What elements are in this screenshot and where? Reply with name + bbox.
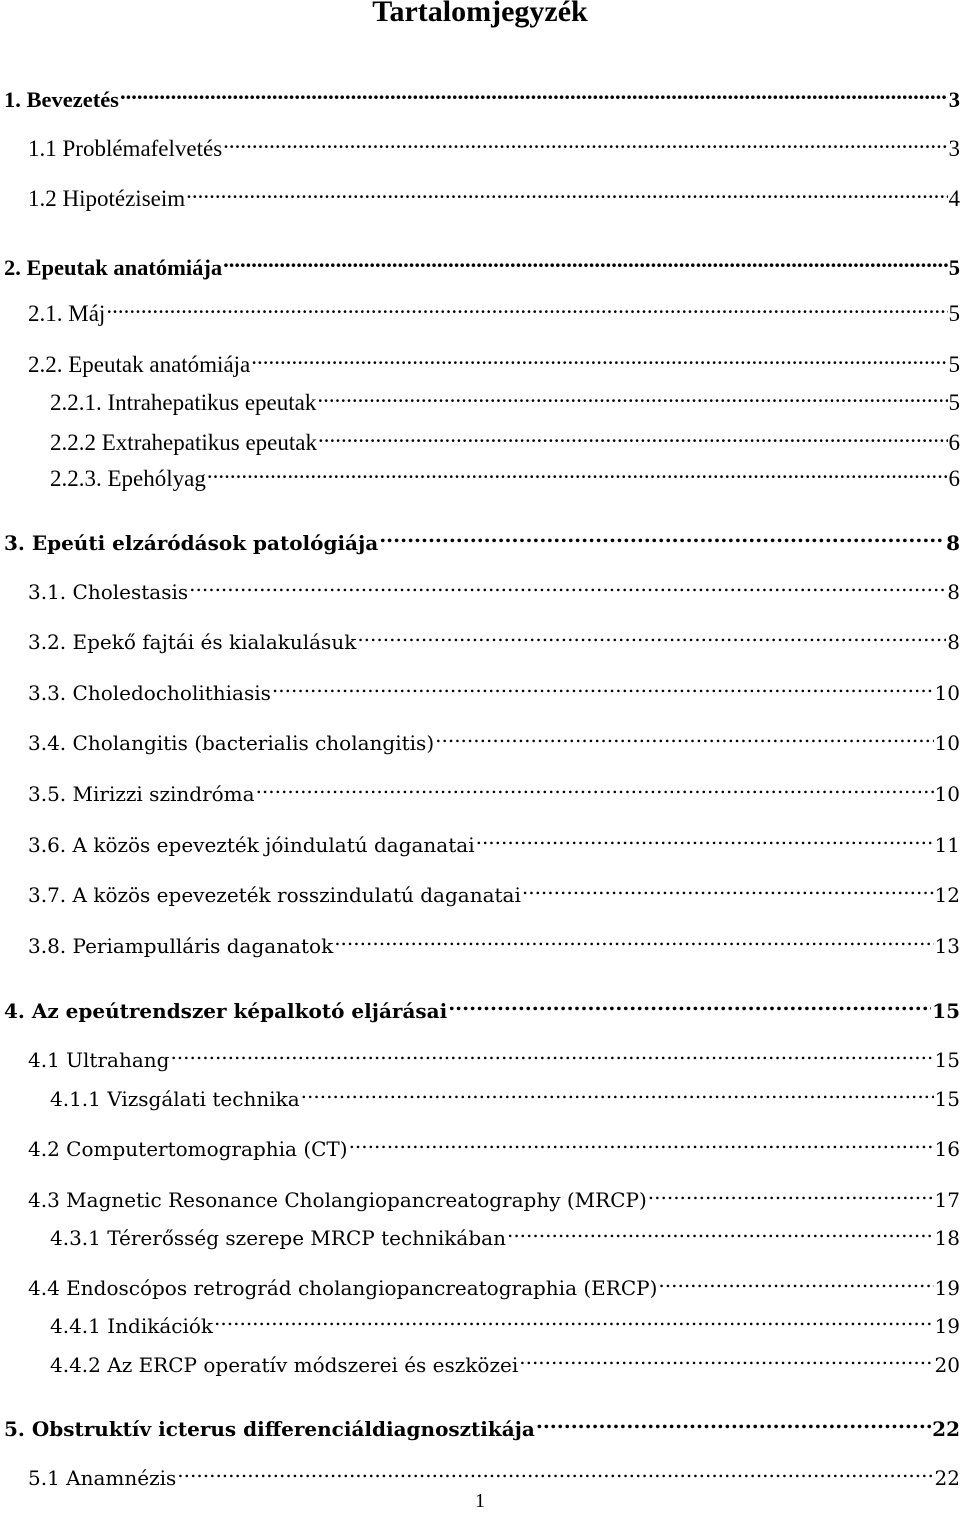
toc-entry-page: 11 (934, 833, 960, 857)
toc-entry-page: 12 (934, 883, 960, 907)
toc-entry-page: 18 (934, 1226, 960, 1250)
toc-entry-page: 5 (948, 255, 960, 280)
toc-entry[interactable] (28, 1037, 960, 1072)
toc-entry-label: 5.1 Anamnézis (28, 1466, 177, 1490)
toc-entry-page: 10 (934, 731, 960, 755)
toc-entry[interactable] (50, 456, 960, 491)
toc-entry[interactable] (28, 872, 960, 907)
toc-entry-page: 19 (934, 1276, 960, 1300)
dot-leader (379, 520, 945, 550)
toc-entry[interactable] (28, 569, 960, 604)
toc-entry-label: 3.4. Cholangitis (bacterialis cholangitis) (28, 731, 435, 755)
toc-entry-page: 4 (948, 186, 960, 211)
toc-entry-label: 1.2 Hipotéziseim (28, 186, 186, 211)
toc-entry[interactable] (28, 771, 960, 806)
toc-entry-label: 4. Az epeútrendszer képalkotó eljárásai (4, 999, 448, 1023)
dot-leader (507, 1215, 934, 1245)
toc-entry-label: 5. Obstruktív icterus differenciáldiagnosztikája (4, 1417, 535, 1441)
toc-entry[interactable] (4, 77, 960, 112)
toc-entry-page: 6 (948, 430, 960, 455)
toc-entry-page: 19 (934, 1314, 960, 1338)
dot-leader (106, 291, 947, 321)
toc-entry-label: 1.1 Problémafelvetés (28, 136, 223, 161)
dot-leader (301, 1076, 934, 1106)
dot-leader (177, 1455, 933, 1485)
dot-leader (120, 77, 948, 107)
toc-entry-page: 15 (934, 1087, 960, 1111)
toc-entry-label: 2.2.2 Extrahepatikus epeutak (50, 430, 317, 455)
dot-leader (519, 1342, 933, 1372)
toc-entry-label: 4.4 Endoscópos retrográd cholangiopancreatographia (ERCP) (28, 1276, 658, 1300)
toc-entry-page: 8 (947, 580, 960, 604)
dot-leader (357, 619, 946, 649)
toc-entry-label: 3.8. Periampulláris daganatok (28, 934, 334, 958)
toc-entry[interactable] (50, 1342, 960, 1377)
toc-entry-label: 2.2.1. Intrahepatikus epeutak (50, 390, 317, 415)
toc-entry[interactable] (4, 1406, 960, 1441)
page-number: 1 (475, 1490, 485, 1512)
toc-entry[interactable] (50, 1215, 960, 1250)
toc-entry-label: 4.4.2 Az ERCP operatív módszerei és eszközei (50, 1353, 519, 1377)
toc-entry-label: 2.1. Máj (28, 301, 106, 326)
dot-leader (223, 245, 948, 275)
toc-entry-label: 4.1 Ultrahang (28, 1048, 170, 1072)
dot-leader (349, 1126, 934, 1156)
toc-entry-page: 20 (934, 1353, 960, 1377)
dot-leader (189, 569, 946, 599)
toc-entry-page: 5 (948, 352, 960, 377)
toc-entry-page: 3 (948, 136, 960, 161)
dot-leader (214, 1303, 934, 1333)
toc-entry-label: 3. Epeúti elzáródások patológiája (4, 531, 379, 555)
toc-entry-page: 5 (948, 301, 960, 326)
toc-entry-page: 15 (932, 999, 960, 1023)
toc-entry[interactable] (28, 176, 960, 211)
toc-entry[interactable] (28, 1177, 960, 1212)
toc-entry[interactable] (50, 380, 960, 415)
toc-entry[interactable] (28, 126, 960, 161)
toc-entry-page: 22 (932, 1417, 960, 1441)
toc-entry-label: 1. Bevezetés (4, 87, 119, 112)
toc-entry[interactable] (4, 245, 960, 280)
toc-entry-page: 5 (948, 390, 960, 415)
toc-entry-page: 15 (934, 1048, 960, 1072)
toc-entry[interactable] (28, 670, 960, 705)
toc-entry-label: 4.1.1 Vizsgálati technika (50, 1087, 300, 1111)
dot-leader (256, 771, 934, 801)
dot-leader (476, 822, 934, 852)
dot-leader (207, 456, 948, 486)
dot-leader (272, 670, 934, 700)
toc-entry-label: 3.7. A közös epevezeték rosszindulatú daganatai (28, 883, 521, 907)
toc-entry-label: 3.2. Epekő fajtái és kialakulásuk (28, 630, 357, 654)
toc-entry-label: 2.2.3. Epehólyag (50, 466, 206, 491)
dot-leader (536, 1406, 931, 1436)
dot-leader (318, 420, 948, 450)
toc-entry-page: 3 (948, 87, 960, 112)
dot-leader (435, 720, 933, 750)
dot-leader (251, 342, 947, 372)
toc-entry-page: 17 (934, 1188, 960, 1212)
toc-entry-page: 22 (934, 1466, 960, 1490)
toc-entry-label: 2. Epeutak anatómiája (4, 255, 223, 280)
toc-entry[interactable] (28, 1455, 960, 1490)
toc-entry[interactable] (28, 822, 960, 857)
toc-entry[interactable] (28, 923, 960, 958)
toc-entry-page: 10 (934, 782, 960, 806)
dot-leader (658, 1265, 933, 1295)
toc-entry[interactable] (4, 520, 960, 555)
dot-leader (522, 872, 934, 902)
toc-entry-label: 2.2. Epeutak anatómiája (28, 352, 251, 377)
toc-entry-label: 3.3. Choledocholithiasis (28, 681, 271, 705)
toc-entry-page: 13 (934, 934, 960, 958)
dot-leader (186, 176, 947, 206)
toc-entry[interactable] (50, 420, 960, 455)
toc-entry-page: 16 (934, 1137, 960, 1161)
toc-entry-page: 10 (934, 681, 960, 705)
toc-entry[interactable] (28, 619, 960, 654)
toc-entry-label: 4.2 Computertomographia (CT) (28, 1137, 348, 1161)
dot-leader (648, 1177, 934, 1207)
toc-entry-label: 3.6. A közös epevezték jóindulatú daganatai (28, 833, 475, 857)
toc-entry-label: 3.1. Cholestasis (28, 580, 189, 604)
toc-entry[interactable] (50, 1303, 960, 1338)
toc-entry[interactable] (4, 988, 960, 1023)
toc-entry[interactable] (28, 291, 960, 326)
toc-entry-page: 8 (946, 531, 960, 555)
toc-entry[interactable] (50, 1076, 960, 1111)
toc-entry[interactable] (28, 720, 960, 755)
toc-entry-page: 6 (948, 466, 960, 491)
dot-leader (170, 1037, 933, 1067)
dot-leader (317, 380, 947, 410)
toc-entry-label: 4.3 Magnetic Resonance Cholangiopancreatography (MRCP) (28, 1188, 647, 1212)
toc-entry-label: 4.4.1 Indikációk (50, 1314, 214, 1338)
toc-entry[interactable] (28, 342, 960, 377)
toc-title: Tartalomjegyzék (372, 0, 588, 28)
toc-entry[interactable] (28, 1265, 960, 1300)
dot-leader (334, 923, 933, 953)
dot-leader (448, 988, 931, 1018)
toc-entry-page: 8 (947, 630, 960, 654)
dot-leader (223, 126, 947, 156)
toc-entry[interactable] (28, 1126, 960, 1161)
toc-entry-label: 4.3.1 Térerősség szerepe MRCP technikában (50, 1226, 506, 1250)
toc-entry-label: 3.5. Mirizzi szindróma (28, 782, 255, 806)
